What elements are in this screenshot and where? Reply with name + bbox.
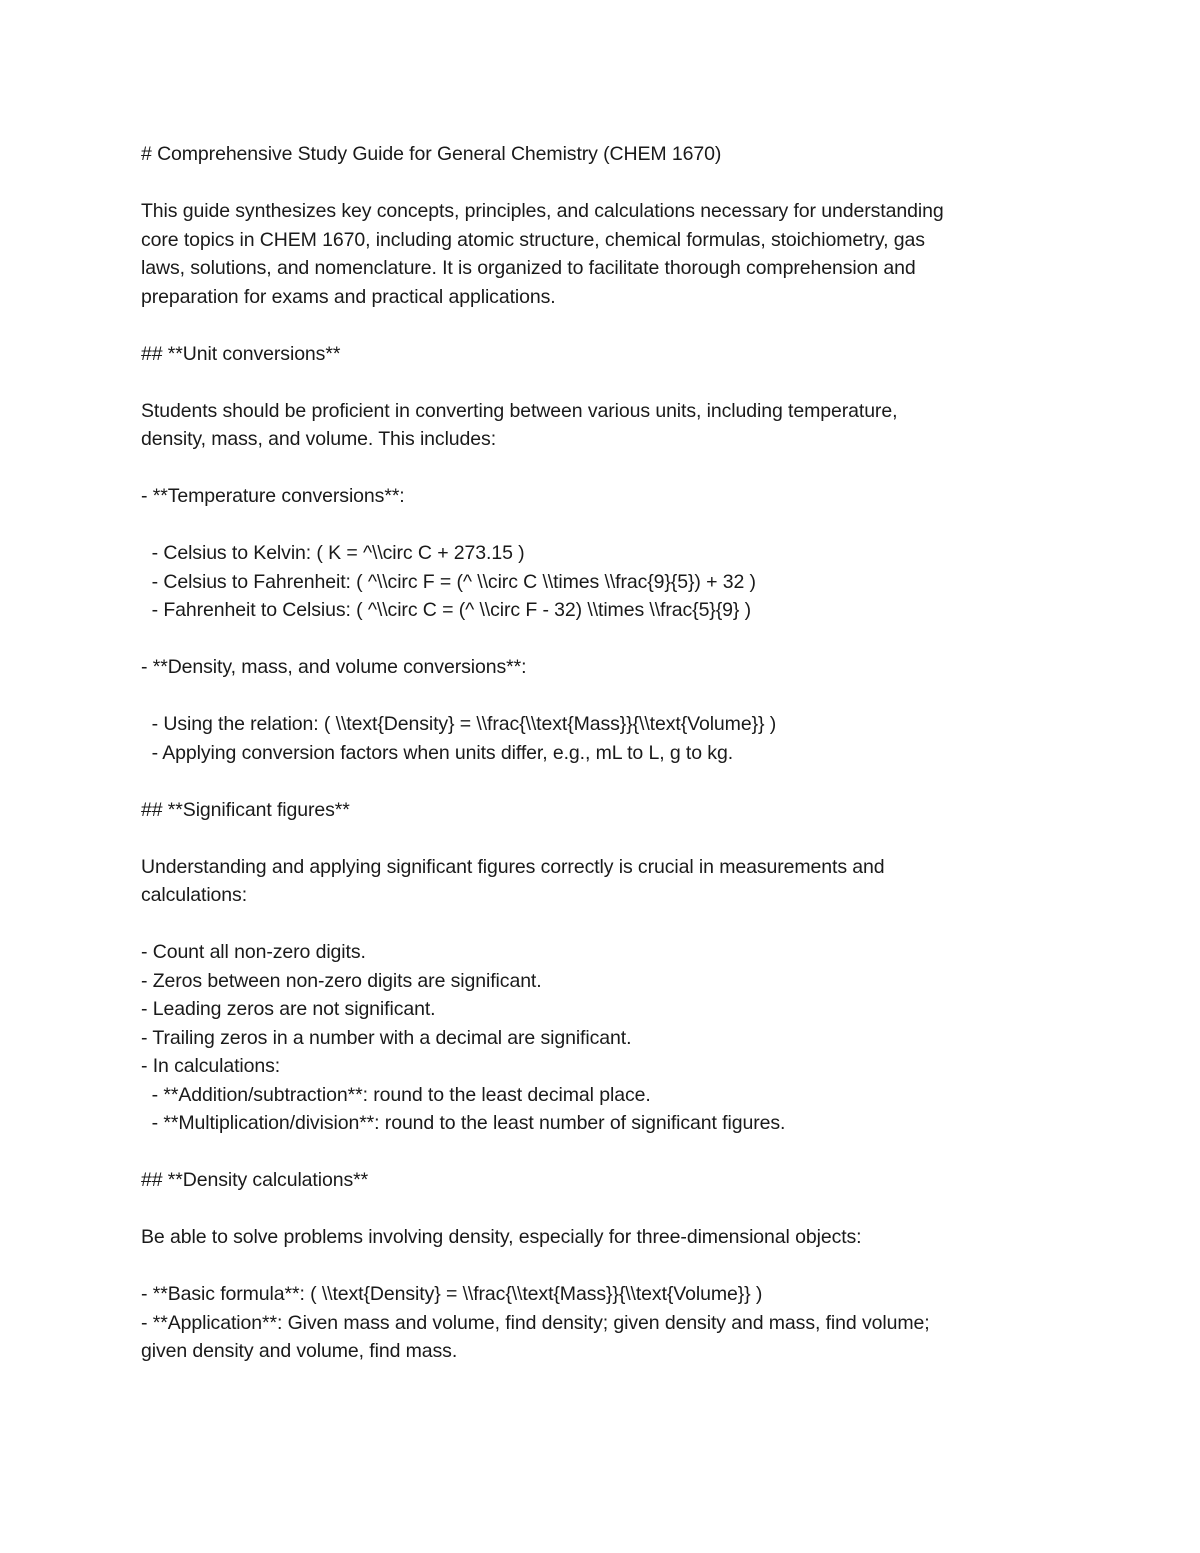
significant-figures-list [141, 938, 1061, 1138]
list-item: - Celsius to Fahrenheit: ( ^\\circ F = (^ \\circ C \\times \\frac{9}{5}) + 32 ) [141, 570, 756, 593]
density-calculations-intro: Be able to solve problems involving density, especially for three-dimensional objects: [141, 1226, 862, 1248]
list-item: - Leading zeros are not significant. [141, 998, 436, 1020]
list-item: - **Application**: Given mass and volume, find density; given density and mass, find volume; [141, 1311, 930, 1334]
spacer [141, 1138, 1061, 1167]
section-heading-density-calculations: ## **Density calculations** [141, 1169, 369, 1191]
list-item: - Zeros between non-zero digits are significant. [141, 969, 542, 992]
paragraph-line: calculations: [141, 884, 248, 906]
section-heading-significant-figures: ## **Significant figures** [141, 798, 350, 821]
spacer [141, 311, 1061, 340]
spacer [141, 910, 1061, 939]
spacer [141, 682, 1061, 711]
spacer [141, 511, 1061, 540]
spacer [141, 625, 1061, 654]
paragraph-line: preparation for exams and practical applications. [141, 285, 556, 308]
unit-conversions-intro [141, 397, 1061, 454]
paragraph-line: Understanding and applying significant figures correctly is crucial in measurements and [141, 855, 885, 878]
density-calculations-list [141, 1280, 1061, 1366]
spacer [141, 824, 1061, 853]
document-page [141, 140, 1061, 1366]
spacer [141, 1252, 1061, 1281]
list-item: - **Addition/subtraction**: round to the least decimal place. [141, 1083, 651, 1106]
spacer [141, 169, 1061, 198]
list-item: given density and volume, find mass. [141, 1340, 458, 1362]
paragraph-line: laws, solutions, and nomenclature. It is organized to facilitate thorough comprehension and [141, 257, 916, 279]
list-item: - Fahrenheit to Celsius: ( ^\\circ C = (^ \\circ F - 32) \\times \\frac{5}{9} ) [141, 599, 752, 621]
document-title: # Comprehensive Study Guide for General Chemistry (CHEM 1670) [141, 143, 722, 165]
intro-paragraph [141, 197, 1061, 311]
spacer [141, 767, 1061, 796]
significant-figures-intro [141, 853, 1061, 910]
list-item: - Applying conversion factors when units differ, e.g., mL to L, g to kg. [141, 741, 734, 764]
paragraph-line: density, mass, and volume. This includes: [141, 428, 497, 450]
density-conversions-list [141, 710, 1061, 767]
temperature-conversions-list [141, 539, 1061, 625]
list-item: - Trailing zeros in a number with a decimal are significant. [141, 1026, 632, 1049]
section-heading-unit-conversions: ## **Unit conversions** [141, 342, 341, 365]
list-item: - **Basic formula**: ( \\text{Density} = \\frac{\\text{Mass}}{\\text{Volume}} ) [141, 1283, 763, 1305]
list-item: - Count all non-zero digits. [141, 941, 366, 963]
paragraph-line: core topics in CHEM 1670, including atomic structure, chemical formulas, stoichiometry, gas [141, 228, 925, 251]
spacer [141, 454, 1061, 483]
paragraph-line: Students should be proficient in converting between various units, including temperature, [141, 399, 898, 422]
density-conversions-heading: - **Density, mass, and volume conversions**: [141, 656, 527, 678]
spacer [141, 1195, 1061, 1224]
list-item: - Using the relation: ( \\text{Density} = \\frac{\\text{Mass}}{\\text{Volume}} ) [141, 713, 777, 735]
list-item: - Celsius to Kelvin: ( K = ^\\circ C + 273.15 ) [141, 542, 525, 564]
spacer [141, 368, 1061, 397]
temperature-conversions-heading: - **Temperature conversions**: [141, 485, 405, 507]
paragraph-line: This guide synthesizes key concepts, principles, and calculations necessary for understanding [141, 200, 944, 222]
list-item: - **Multiplication/division**: round to the least number of significant figures. [141, 1112, 786, 1134]
list-item: - In calculations: [141, 1055, 281, 1077]
